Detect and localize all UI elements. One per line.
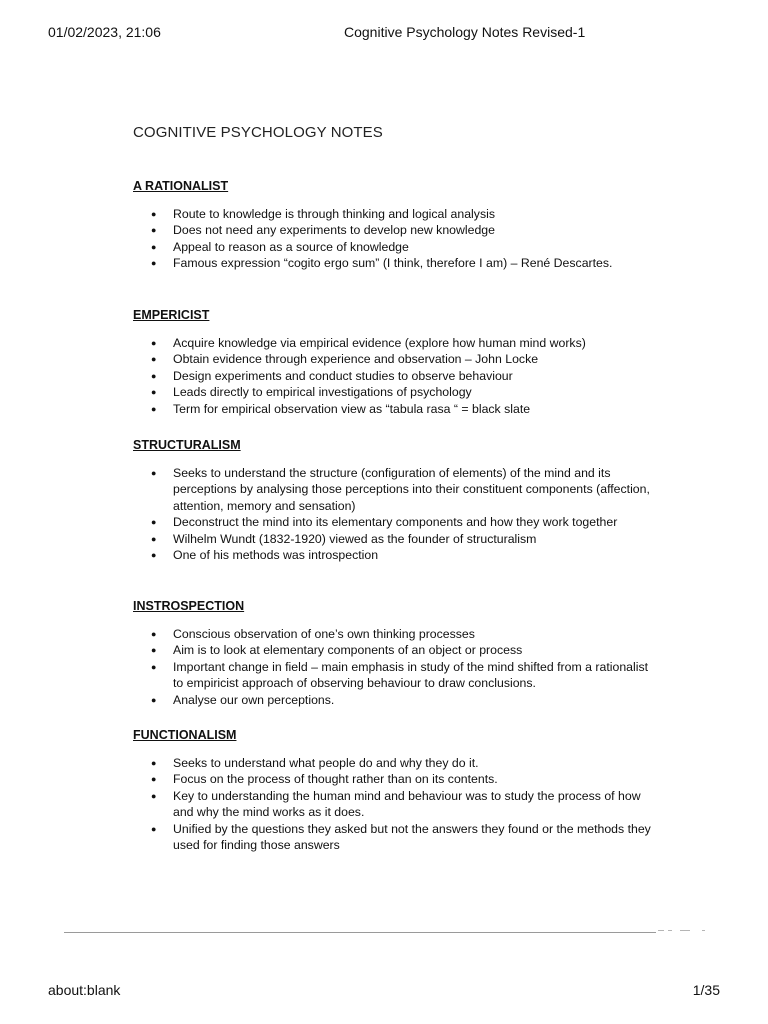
bullet-text: One of his methods was introspection [173, 548, 379, 563]
section-title: INSTROSPECTION [133, 599, 245, 613]
bullet-icon: ● [151, 209, 157, 219]
bullet-text: Focus on the process of thought rather than on its contents. [173, 772, 498, 787]
bullet-item [133, 692, 653, 708]
section-title: FUNCTIONALISM [133, 728, 237, 742]
bullet-item [133, 755, 653, 771]
section-empericist [133, 307, 653, 417]
bullet-list [133, 465, 653, 563]
bullet-text: Aim is to look at elementary components of an object or process [173, 643, 523, 658]
print-url: about:blank [48, 982, 121, 998]
bullet-icon: ● [151, 241, 157, 252]
bullet-text: Does not need any experiments to develop new knowledge [173, 223, 495, 238]
bullet-icon: ● [151, 694, 157, 705]
bullet-icon: ● [151, 645, 157, 656]
bullet-icon: ● [151, 468, 157, 478]
bullet-item [133, 626, 653, 642]
bullet-text: Famous expression “cogito ergo sum” (I think, therefore I am) – René Descartes. [173, 256, 613, 271]
bullet-item [133, 335, 653, 351]
bullet-text: Obtain evidence through experience and observation – John Locke [173, 352, 539, 367]
bullet-icon: ● [151, 790, 157, 801]
bullet-text: Key to understanding the human mind and behaviour was to study the process of how and why the mind works as it does. [173, 788, 641, 820]
print-header [48, 24, 720, 44]
page-indicator: 1/35 [692, 982, 720, 998]
bullet-list [133, 626, 653, 708]
bullet-icon: ● [151, 387, 157, 398]
bullet-item [133, 642, 653, 658]
print-datetime: 01/02/2023, 21:06 [48, 24, 161, 40]
bullet-text: Route to knowledge is through thinking and logical analysis [173, 207, 495, 221]
bullet-item [133, 384, 653, 400]
section-title: EMPERICIST [133, 308, 210, 322]
bullet-text: Unified by the questions they asked but not the answers they found or the methods they used for finding those answers [173, 821, 651, 853]
bullet-icon: ● [151, 533, 157, 544]
bullet-icon: ● [151, 774, 157, 785]
bullet-icon: ● [151, 661, 157, 672]
divider-marks [658, 929, 706, 933]
bullet-item [133, 821, 653, 854]
bullet-text: Term for empirical observation view as “tabula rasa “ = black slate [173, 401, 531, 416]
section-title: STRUCTURALISM [133, 438, 241, 452]
bullet-item [133, 547, 653, 563]
bullet-item [133, 771, 653, 787]
bullet-text: Deconstruct the mind into its elementary components and how they work together [173, 515, 618, 530]
section-functionalism [133, 727, 653, 853]
bullet-icon: ● [151, 823, 157, 834]
bullet-text: Important change in field – main emphasis in study of the mind shifted from a rationalist to empiricist approach of observing behaviour to draw conclusions. [173, 659, 649, 691]
bullet-text: Analyse our own perceptions. [173, 692, 335, 707]
bullet-icon: ● [151, 550, 157, 561]
bullet-text: Appeal to reason as a source of knowledge [173, 239, 409, 254]
bullet-icon: ● [151, 403, 157, 414]
bullet-item [133, 368, 653, 384]
bullet-list [133, 206, 653, 272]
bullet-icon: ● [151, 758, 157, 768]
bullet-item [133, 659, 653, 692]
bullet-text: Design experiments and conduct studies to observe behaviour [173, 368, 513, 383]
bullet-item [133, 206, 653, 222]
bullet-item [133, 465, 653, 514]
bullet-icon: ● [151, 225, 157, 236]
bullet-item [133, 514, 653, 530]
bullet-item [133, 788, 653, 821]
bullet-icon: ● [151, 370, 157, 381]
bullet-text: Seeks to understand what people do and why they do it. [173, 756, 479, 770]
bullet-text: Wilhelm Wundt (1832-1920) viewed as the founder of structuralism [173, 531, 537, 546]
bullet-text: Seeks to understand the structure (configuration of elements) of the mind and its perceptions by analysing those perceptions into their constituent components (affection, attention, memory and sensation) [173, 466, 650, 513]
bullet-item [133, 222, 653, 238]
section-structuralism [133, 437, 653, 563]
bullet-list [133, 335, 653, 417]
bullet-text: Acquire knowledge via empirical evidence (explore how human mind works) [173, 336, 586, 350]
section-instrospection [133, 598, 653, 708]
bullet-icon: ● [151, 258, 157, 269]
print-document-title: Cognitive Psychology Notes Revised-1 [344, 24, 586, 40]
bullet-item [133, 401, 653, 417]
section-rationalist [133, 178, 653, 272]
document-heading: COGNITIVE PSYCHOLOGY NOTES [133, 124, 383, 141]
bullet-text: Conscious observation of one’s own thinking processes [173, 627, 475, 641]
bullet-item [133, 531, 653, 547]
print-footer [48, 982, 720, 1002]
page-divider [64, 932, 656, 933]
bullet-item [133, 255, 653, 271]
bullet-icon: ● [151, 629, 157, 639]
bullet-icon: ● [151, 338, 157, 348]
bullet-icon: ● [151, 517, 157, 528]
bullet-item [133, 351, 653, 367]
section-title: A RATIONALIST [133, 179, 229, 193]
bullet-icon: ● [151, 354, 157, 365]
bullet-list [133, 755, 653, 853]
bullet-text: Leads directly to empirical investigations of psychology [173, 385, 472, 400]
bullet-item [133, 239, 653, 255]
